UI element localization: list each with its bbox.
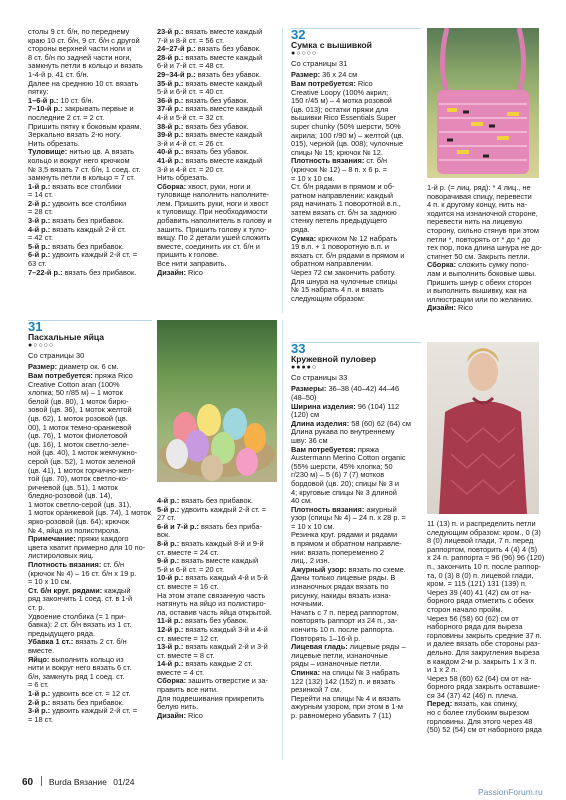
text-line: super chunky (50% шерсти, 50% — [291, 121, 401, 131]
text-line: = 18 ст. — [28, 714, 53, 724]
text-line: обратном направлении. — [291, 259, 374, 269]
issue-number: 01/24 — [113, 777, 135, 787]
text-line: ст. вместе = 12 ст. — [157, 633, 219, 643]
text-line: Убавка 1 ст.: вязать 2 ст. б/н — [28, 637, 127, 647]
text-line: вышивки Rico Essentials Super — [291, 113, 396, 123]
text-line: Размеры: 36–38 (40–42) 44–46 — [291, 384, 400, 394]
text-line: Размер: 36 x 24 см — [291, 70, 358, 80]
text-line: 11 (13) п. и распределить петли — [427, 519, 536, 528]
text-line: наборного ряда для выреза — [427, 622, 523, 632]
text-line: р. равномерно убавить 7 (11) — [291, 710, 392, 720]
text-line: (цв. 62), 1 моток розовой (цв. — [28, 413, 128, 423]
text-line: 27 ст. — [157, 513, 176, 523]
text-line: x 24 п. раппорта = 96 (96) 96 (120) — [427, 553, 545, 563]
text-line: в каждом 2-м р. закрыть 1 x 3 п. — [427, 656, 537, 666]
text-line: поворачивая спицу, перевести — [427, 191, 532, 201]
text-line: узор (спицы № 4) – 24 п. x 28 р. = — [291, 513, 406, 523]
text-line: Сборка: хвост, руки, ноги и — [157, 181, 251, 191]
text-line: 5-й р.: удвоить каждый 2-й ст. = — [157, 504, 267, 514]
text-line: сторон начало пройм. — [427, 604, 503, 614]
text-line: (цв. 16), 1 моток светло-зеле- — [28, 439, 130, 449]
section-number: 32 — [291, 27, 306, 42]
text-line: вместе = 4 ст. — [157, 667, 205, 677]
col4-bottom-text — [427, 520, 547, 735]
text-line: Дизайн: Rico — [157, 267, 203, 277]
text-line: На этом этапе связанную часть — [157, 590, 266, 600]
text-line: ся 34 (37) 42 (46) п. плеча. — [427, 690, 518, 700]
text-line: Вам потребуется: пряжа — [291, 444, 379, 454]
text-line: затем вязать ст. б/н за заднюю — [291, 207, 397, 217]
text-line: Плотность вязания: ст. б/н — [291, 156, 388, 166]
text-line: 63 ст. — [28, 259, 47, 269]
text-line: = 42 ст. — [28, 233, 53, 243]
text-line: Примечание: пряжи каждого — [28, 534, 129, 544]
text-line: ходится на изнаночной стороне, — [427, 208, 538, 218]
watermark: PassionForum.ru — [478, 787, 543, 797]
text-line: зовой (цв. 36), 1 моток желтой — [28, 405, 132, 415]
section-title: Кружевной пуловер — [291, 353, 377, 364]
text-line: 5-й и 6-й ст. = 20 ст. — [157, 564, 225, 574]
col2-bottom-text — [157, 497, 277, 720]
text-line: белой (цв. 80), 1 моток бирю- — [28, 396, 129, 406]
text-line: Вам потребуется: пряжа Rico — [28, 370, 133, 380]
text-line: Вам потребуется: Rico — [291, 78, 373, 88]
text-line: пятку: — [28, 87, 49, 97]
text-line: ной (цв. 40), 1 моток жемчужно- — [28, 448, 138, 458]
eggs-illustration — [157, 320, 277, 482]
text-line: нии: вязать попеременно 2 — [291, 547, 384, 557]
section-number: 31 — [28, 319, 43, 334]
text-line: 40-й р.: вязать без убавок. — [157, 147, 249, 157]
text-line: 41-й р.: вязать вместе каждый — [157, 155, 263, 165]
text-line: Длина рукава по внутреннему — [291, 427, 395, 437]
text-line: вместе, соединить их ст. б/н и — [157, 241, 260, 251]
text-line: Austermann Merino Cotton organic — [291, 453, 406, 463]
text-line: 3-й и 4-й ст. = 20 ст. — [157, 164, 225, 174]
text-line: 8-й р.: вязать каждый 8-й и 9-й — [157, 538, 264, 548]
text-line: Пришить пятку к боковым краям. — [28, 121, 142, 131]
text-line: (крючок № 4) – 16 ст. б/н x 19 р. — [28, 568, 137, 578]
text-line: 38-й р.: вязать без убавок. — [157, 121, 249, 131]
difficulty-dots: ●○○○○ — [291, 50, 318, 58]
text-line: к туловищу. При необходимости — [157, 207, 268, 217]
col4-top-lines — [427, 184, 547, 313]
text-line: ажурным узором, при этом в 1-м — [291, 702, 403, 712]
text-line: горловины закрыть средние 37 п. — [427, 630, 542, 640]
text-line: Через 58 (60) 62 (64) см от на- — [427, 673, 532, 683]
text-line: ричневой (цв. 51), 1 моток — [28, 482, 118, 492]
text-line: 4-й и 5-й ст. = 32 ст. — [157, 112, 225, 122]
col4-top-text — [427, 184, 547, 313]
text-line: сторону, сильно стянув при этом — [427, 225, 539, 235]
text-line: 23-й р.: вязать вместе каждый — [157, 27, 263, 36]
text-line: туловище наполнить наполните- — [157, 190, 270, 200]
page-reference: Со страницы 30 — [28, 350, 85, 360]
text-line: 37-й р.: вязать вместе каждый — [157, 104, 263, 114]
text-line: борного ряда закрыть оставшие- — [427, 682, 541, 692]
text-line: 4-й р.: вязать каждый 2-й ст. — [28, 224, 127, 234]
text-line: ярко-розовой (цв. 64); крючок — [28, 517, 130, 527]
text-line: следующим образом: кром., 0 (3) — [427, 527, 541, 537]
text-line: 150 г/45 м) – 4 мотка розовой — [291, 96, 392, 106]
text-line: № 15 набрать 4 п. и вязать — [291, 285, 384, 295]
text-line: бордовой (цв. 20); спицы № 3 и — [291, 478, 400, 488]
text-line: Даны только лицевые ряды. В — [291, 573, 396, 583]
text-line: повторять раппорт из 24 п., за- — [291, 616, 398, 626]
text-line: Плотность вязания: ажурный — [291, 504, 397, 514]
text-line: шву: 36 см — [291, 435, 328, 445]
section-32 — [291, 28, 421, 303]
text-line: = 10 x 10 см. — [28, 577, 72, 587]
text-line: (цв. 013); остатки пряжи для — [291, 104, 389, 114]
text-line: вязать ст. б/н рядами в прямом и — [291, 250, 405, 260]
text-line: 4 п. к другому концу, нить на- — [427, 200, 528, 210]
text-line: 1-й р.: вязать все столбики — [28, 181, 122, 191]
text-line: иллюстрации или по желанию. — [427, 294, 533, 304]
sweater-photo — [427, 342, 539, 514]
text-line: (крючок № 12) – 8 п. x 6 р. = — [291, 164, 388, 174]
text-line: ряды – изнаночные петли. — [291, 659, 382, 669]
text-line: нити и вокруг него вязать 6 ст. — [28, 663, 132, 673]
text-line: 11-й р.: вязать без убавок. — [157, 616, 249, 626]
text-line: 10-й р.: вязать каждый 4-й и 5-й — [157, 573, 268, 583]
text-line: 12-й р.: вязать каждый 3-й и 4-й — [157, 624, 268, 634]
text-line: Ст. б/н круг. рядами: каждый — [28, 585, 131, 595]
text-line: б/н, замкнуть ряд 1 соед. ст. — [28, 671, 125, 681]
text-line: Дизайн: Rico — [427, 303, 473, 313]
text-line: и далее вязать обе стороны раз- — [427, 639, 540, 649]
sweater-illustration — [427, 342, 539, 514]
text-line: (120) см — [291, 410, 320, 420]
text-line: изнаночных рядах вязать по — [291, 582, 389, 592]
text-line: замкнуть петли в кольцо = 7 ст. — [28, 173, 136, 183]
text-line: Для подвешивания прикрепить — [157, 693, 264, 703]
text-line: Резинка круг. рядами и рядами — [291, 530, 398, 540]
text-line: 122 (132) 142 (152) п. и вязать — [291, 676, 396, 686]
text-line: Спинка: на спицы № 3 набрать — [291, 667, 400, 677]
text-line: 00), 1 моток темно-оранжевой — [28, 422, 132, 432]
text-line: хлопка; 50 г/85 м) – 1 моток — [28, 388, 123, 398]
text-line: последние 2 ст. = 2 ст. — [28, 112, 105, 122]
footer-divider — [41, 776, 42, 786]
text-line: Сборка: сложить сумку попо- — [427, 260, 529, 270]
text-line: 35-й р.: вязать вместе каждый — [157, 78, 263, 88]
section-33 — [291, 342, 421, 721]
text-line: бледно-розовой (цв. 14), — [28, 491, 113, 501]
text-line: Нить обрезать. — [157, 173, 209, 183]
bag-photo — [427, 28, 539, 178]
text-line: 4-й р.: вязать без прибавок. — [157, 496, 253, 505]
text-line: (цв. 76), 1 моток фиолетовой — [28, 431, 128, 441]
text-line: зашить. Пришить голову к туло- — [157, 224, 267, 234]
section-rule — [291, 342, 421, 343]
text-line: Длина изделия: 58 (60) 62 (64) см — [291, 418, 411, 428]
text-line: 6-й р.: удвоить каждый 2-й ст. = — [28, 250, 138, 260]
text-line: стенку петель предыдущего — [291, 216, 387, 226]
text-line: Размер: диаметр ок. 6 см. — [28, 362, 119, 372]
text-line: Дизайн: Rico — [157, 710, 203, 720]
text-line: 015), черной (цв. 008); чулочные — [291, 139, 404, 149]
page-reference: Со страницы 31 — [291, 58, 348, 68]
text-line: та, 0 (3) 8 (0) п. лицевой глади, — [427, 570, 534, 580]
text-line: (цв. 41), 1 моток горчично-жел- — [28, 465, 135, 475]
text-line: г/230 м) – 5 (6) 7 (7) мотков — [291, 470, 385, 480]
text-line: ночными. — [291, 599, 324, 609]
text-line: в прямом и обратном направле- — [291, 539, 402, 549]
text-line: 3-й р.: удвоить каждый 2-й ст. = — [28, 706, 138, 716]
text-line: 7-й и 8-й ст. = 56 ст. — [157, 35, 225, 45]
text-line: петли *, повторять от * до * до — [427, 234, 531, 244]
text-line: пришить к голове. — [157, 250, 219, 260]
text-line: 39-й р.: вязать вместе каждый — [157, 130, 263, 140]
easter-eggs-photo — [157, 320, 277, 482]
text-line: 5-й и 6-й ст. = 40 ст. — [157, 87, 225, 97]
text-line: столы 9 ст. б/н, по переднему — [28, 27, 130, 36]
text-line: следующим образом: — [291, 293, 365, 303]
text-line: п., закончить 10 п. после раппор- — [427, 561, 542, 571]
text-line: кольцо и вокруг него крючком — [28, 155, 130, 165]
page-reference: Со страницы 33 — [291, 372, 348, 382]
text-line: Ажурный узор: вязать по схеме. — [291, 564, 406, 574]
section-rule — [28, 320, 152, 321]
text-line: перевести нить на лицевую — [427, 217, 522, 227]
text-line: борного ряда отметить с обеих — [427, 596, 534, 606]
text-line: горловины. Для этого через 48 — [427, 716, 533, 726]
text-line: Зеркально вязать 2-ю ногу. — [28, 130, 122, 140]
text-line: Creative Cotton aran (100% — [28, 379, 120, 389]
text-line: лицевые петли, изнаночные — [291, 650, 388, 660]
section-title: Сумка с вышивкой — [291, 39, 372, 50]
text-line: 7–22-й р.: вязать без прибавок. — [28, 267, 137, 277]
text-line: Начать с 7 п. перед раппортом, — [291, 607, 399, 617]
text-line: той (цв. 70), моток светло-ко- — [28, 474, 129, 484]
text-line: = 6 ст. — [28, 680, 49, 690]
difficulty-dots: ●●●●○ — [291, 364, 318, 372]
text-line: лем. Пришить руки, ноги и хвост — [157, 198, 269, 208]
text-line: Плотность вязания: ст. б/н — [28, 560, 125, 570]
text-line: лиц., 2 изн. — [291, 556, 330, 566]
text-line: и 1 x 2 п. — [427, 665, 458, 675]
text-line: рисунку, накиды вязать изна- — [291, 590, 391, 600]
text-line: Ст. б/н рядами в прямом и об- — [291, 182, 395, 192]
text-line: листироловых яиц. — [28, 551, 94, 561]
section-number: 33 — [291, 341, 306, 356]
text-line: вищу. По 2 детали ушей сложить — [157, 233, 271, 243]
text-line: 1 моток оранжевой (цв. 74), 1 моток — [28, 508, 151, 518]
col2-top-lines — [157, 28, 277, 277]
text-line: вок. — [157, 530, 171, 540]
text-line: 1–6-й р.: 10 ст. б/н. — [28, 95, 94, 105]
text-line: предыдущего ряда. — [28, 628, 96, 638]
text-line: Через 56 (58) 60 (62) см от — [427, 613, 519, 623]
page-footer — [22, 776, 542, 788]
text-line: 36-й р.: вязать без убавок. — [157, 95, 249, 105]
text-line: и выполнить вышивку, как на — [427, 286, 527, 296]
text-line: 4; круговые спицы № 3 длиной — [291, 487, 397, 497]
col1-top-text — [28, 28, 152, 277]
text-line: краю 10 ст. б/н, 9 ст. б/н с другой — [28, 35, 140, 45]
text-line: 19 в.п. + 1 поворотную в.п. и — [291, 242, 389, 252]
col2-bottom-lines — [157, 497, 277, 720]
text-line: 3-й р.: вязать без прибавок. — [28, 216, 124, 226]
text-line: Сборка: зашить отверстие и за- — [157, 676, 268, 686]
text-line: добавить наполнитель в голову и — [157, 216, 272, 226]
text-line: 6-й и 7-й ст. = 48 ст. — [157, 61, 225, 71]
text-line: стигнет 50 см. Закрыть петли. — [427, 251, 530, 261]
text-line: дельно. Для закругления выреза — [427, 647, 540, 657]
text-line: ряд закончить 1 соед. ст. в 1-й — [28, 594, 133, 604]
text-line: белую нить. — [157, 702, 199, 712]
text-line: 29–34-й р.: вязать без убавок. — [157, 69, 261, 79]
text-line: 1-й р.: удвоить все ст. = 12 ст. — [28, 688, 131, 698]
text-line: Перейти на спицы № 4 и вязать — [291, 693, 401, 703]
text-line: 1-4-й р. 41 ст. б/н. — [28, 69, 89, 79]
text-line: Через 39 (40) 41 (42) см от на- — [427, 587, 532, 597]
section-32-lines — [291, 71, 421, 303]
text-line: 9-й р.: вязать вместе каждый — [157, 556, 259, 566]
text-line: но с более глубоким вырезом — [427, 708, 530, 718]
text-line: Повторять 1–16-й р. — [291, 633, 361, 643]
text-line: 2-й р.: удвоить все столбики — [28, 198, 127, 208]
section-title: Пасхальные яйца — [28, 331, 105, 342]
text-line: № 3,5 вязать 7 ст. б/н, 1 соед. ст. — [28, 164, 141, 174]
text-line: (48–50) — [291, 392, 317, 402]
text-line: Все нити заправить. — [157, 259, 227, 269]
text-line: ст. вместе = 16 ст. — [157, 581, 219, 591]
text-line: Сумка: крючком № 12 набрать — [291, 233, 398, 243]
page-number: 60 — [22, 777, 34, 788]
text-line: Через 72 см закончить работу. — [291, 268, 396, 278]
section-rule — [291, 28, 421, 29]
text-line: ряд начинать 1 поворотной в.п., — [291, 199, 401, 209]
text-line: править все нити. — [157, 685, 219, 695]
text-line: 1-й р. (= лиц. ряд): * 4 лиц., не — [427, 183, 531, 192]
text-line: = 10 x 10 см. — [291, 173, 335, 183]
text-line: Туловище: нитью цв. А вязать — [28, 147, 135, 157]
text-line: Перед: вязать, как спинку, — [427, 699, 518, 709]
col2-top-text — [157, 28, 277, 277]
text-line: = 14 ст. — [28, 190, 53, 200]
text-line: 7–10-й р.: закрывать первые и — [28, 104, 134, 114]
text-line: Удвоение столбика (= 1 при- — [28, 611, 126, 621]
column-divider — [282, 28, 283, 313]
text-line: (50) 52 (54) см от наборного ряда — [427, 725, 542, 735]
text-line: (55% шерсти, 45% хлопка; 50 — [291, 461, 393, 471]
text-line: 28-й р.: вязать вместе каждый — [157, 52, 263, 62]
text-line: 8 (0) лицевой глади, 7 п. перед — [427, 536, 534, 546]
text-line: 5-й р.: вязать без прибавок. — [28, 241, 124, 251]
text-line: тех пор, пока длина шнура не до- — [427, 243, 543, 253]
difficulty-dots: ●○○○○ — [28, 342, 55, 350]
text-line: ратном направлении: каждый — [291, 190, 394, 200]
text-line: Нить обрезать. — [28, 138, 80, 148]
text-line: 8 ст. б/н по задней части ноги, — [28, 52, 132, 62]
section-31 — [28, 320, 152, 724]
text-line: 6-й и 7-й р.: вязать без приба- — [157, 521, 262, 531]
section-31-lines — [28, 363, 152, 724]
col4-bottom-lines — [427, 520, 547, 735]
section-33-lines — [291, 385, 421, 720]
text-line: натянуть на яйцо из полистиро- — [157, 599, 267, 609]
text-line: ст. р. — [28, 603, 45, 612]
bag-illustration — [427, 28, 539, 178]
text-line: лам и выполнить боковые швы. — [427, 268, 537, 278]
text-line: резинкой 7 см. — [291, 685, 342, 695]
text-line: 14-й р.: вязать каждые 2 ст. — [157, 659, 253, 669]
text-line: 13-й р.: вязать каждый 2-й и 3-й — [157, 642, 268, 652]
text-line: = 10 x 10 см. — [291, 521, 335, 531]
text-line: № 4, яйца из полистирола. — [28, 525, 121, 535]
text-line: раппортом, повторить 4 (4) 4 (5) — [427, 544, 538, 554]
text-line: Ширина изделия: 96 (104) 112 — [291, 401, 400, 411]
text-line: акрила; 100 г/90 м) – желтой (цв. — [291, 130, 404, 140]
magazine-title: Burda Вязание — [48, 777, 107, 787]
text-line: серой (цв. 52), 1 моток зеленой — [28, 456, 136, 466]
text-line: 2-й р.: вязать без прибавок. — [28, 697, 124, 707]
text-line: ст. вместе = 24 ст. — [157, 547, 219, 557]
text-line: 40 см. — [291, 496, 313, 506]
text-line: бавка): 2 ст. б/н вязать из 1 ст. — [28, 620, 132, 630]
text-line: вместе. — [28, 645, 55, 655]
text-line: стороны верхней части ноги и — [28, 44, 132, 54]
text-line: Яйцо: выполнить кольцо из — [28, 654, 124, 664]
text-line: ряда. — [291, 225, 310, 235]
text-line: Далее на среднюю 10 ст. вязать — [28, 78, 139, 88]
text-line: 3-й и 4-й ст. = 26 ст. — [157, 138, 225, 148]
column-divider — [282, 320, 283, 760]
text-line: Для шнура на чулочные спицы — [291, 276, 398, 286]
text-line: кром. = 115 (121) 131 (139) п. — [427, 579, 527, 589]
text-line: = 28 ст. — [28, 207, 53, 217]
text-line: Лицевая гладь: лицевые ряды – — [291, 642, 406, 652]
text-line: ст. вместе = 8 ст. — [157, 650, 215, 660]
col1-top-lines — [28, 28, 152, 277]
text-line: Creative Loopy (100% акрил; — [291, 87, 389, 97]
text-line: 24–27-й р.: вязать без убавок. — [157, 44, 261, 54]
text-line: замкнуть петли в кольцо и вязать — [28, 61, 143, 71]
text-line: Пришить шнур с обеих сторон — [427, 277, 532, 287]
text-line: 1 моток светло-серой (цв. 31), — [28, 499, 132, 509]
text-line: спицы № 15; крючок № 12. — [291, 147, 383, 157]
text-line: кончить 10 п. после раппорта. — [291, 625, 395, 634]
text-line: ла, оставив часть яйца открытой. — [157, 607, 272, 617]
text-line: цвета хватит примерно для 10 по- — [28, 542, 146, 552]
